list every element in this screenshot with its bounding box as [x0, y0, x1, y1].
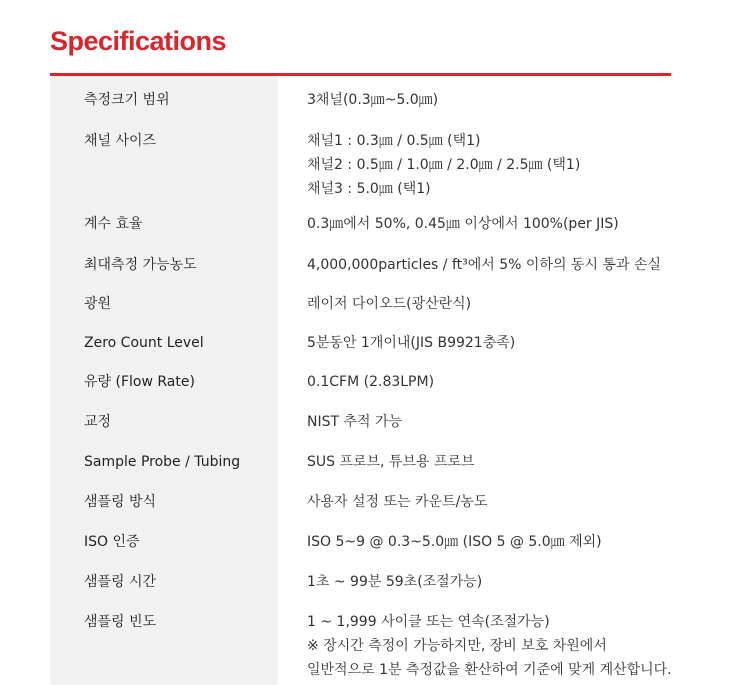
- spec-label: ISO 인증: [84, 534, 140, 550]
- spec-value-line: 일반적으로 1분 측정값을 환산하여 기준에 맞게 계산합니다.: [307, 662, 672, 678]
- spec-label: 샘플링 방식: [84, 494, 157, 510]
- spec-label: 샘플링 빈도: [84, 614, 157, 630]
- spec-value-line: 0.1CFM (2.83LPM): [307, 374, 435, 390]
- spec-value-line: 5분동안 1개이내(JIS B9921충족): [307, 335, 516, 351]
- spec-label: Zero Count Level: [84, 335, 204, 351]
- spec-value-line: SUS 프로브, 튜브용 프로브: [307, 454, 475, 470]
- spec-value-line: 3채널(0.3㎛~5.0㎛): [307, 92, 439, 108]
- spec-value: [307, 212, 619, 236]
- spec-value-line: ISO 5~9 @ 0.3~5.0㎛ (ISO 5 @ 5.0㎛ 제외): [307, 534, 602, 550]
- spec-label: Sample Probe / Tubing: [84, 454, 241, 470]
- spec-value: [307, 331, 515, 355]
- spec-value: [307, 450, 475, 474]
- spec-value-line: 0.3㎛에서 50%, 0.45㎛ 이상에서 100%(per JIS): [307, 216, 619, 232]
- spec-value-line: 1 ~ 1,999 사이클 또는 연속(조절가능): [307, 614, 550, 630]
- spec-value: [307, 292, 471, 316]
- spec-value: [307, 530, 602, 554]
- spec-value-line: 4,000,000particles / ft³에서 5% 이하의 동시 통과 손실: [307, 257, 661, 273]
- spec-value-line: 채널1 : 0.3㎛ / 0.5㎛ (택1): [307, 133, 481, 149]
- spec-value-line: 레이저 다이오드(광산란식): [307, 296, 472, 312]
- spec-value-line: ※ 장시간 측정이 가능하지만, 장비 보호 차원에서: [307, 638, 607, 654]
- page-title: Specifications: [50, 26, 227, 56]
- spec-value-line: 사용자 설정 또는 카운트/농도: [307, 494, 488, 510]
- spec-value: [307, 570, 482, 594]
- spec-value: [307, 88, 438, 112]
- spec-value: [307, 490, 487, 514]
- spec-label: 교정: [84, 414, 112, 430]
- spec-label: 샘플링 시간: [84, 574, 157, 590]
- spec-value: [307, 253, 661, 277]
- spec-value: [307, 610, 672, 682]
- spec-value: [307, 410, 402, 434]
- spec-label: 계수 효율: [84, 216, 143, 232]
- spec-label: 측정크기 범위: [84, 92, 170, 108]
- spec-value-line: NIST 추적 가능: [307, 414, 403, 430]
- spec-value-line: 채널3 : 5.0㎛ (택1): [307, 181, 431, 197]
- spec-value-line: 채널2 : 0.5㎛ / 1.0㎛ / 2.0㎛ / 2.5㎛ (택1): [307, 157, 581, 173]
- spec-label: 채널 사이즈: [84, 133, 157, 149]
- spec-value: [307, 129, 580, 201]
- spec-label: 최대측정 가능농도: [84, 257, 197, 273]
- spec-label: 광원: [84, 296, 112, 312]
- spec-label: 유량 (Flow Rate): [84, 374, 195, 390]
- spec-value-line: 1초 ~ 99분 59초(조절가능): [307, 574, 483, 590]
- spec-value: [307, 370, 434, 394]
